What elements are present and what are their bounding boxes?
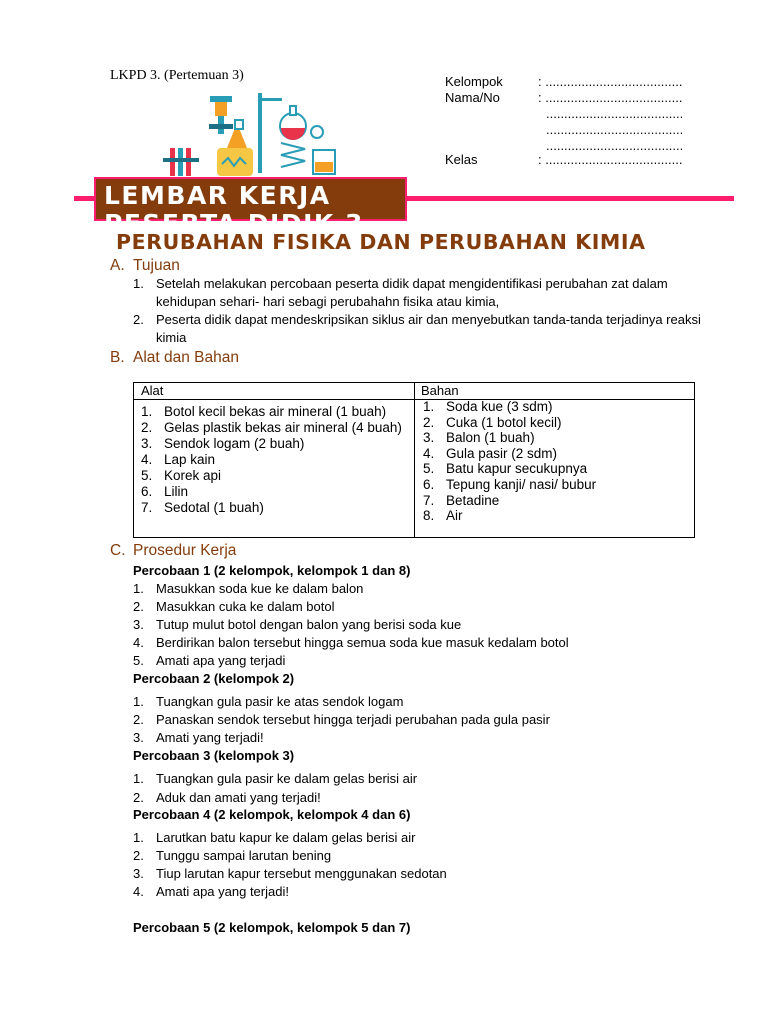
table-header-alat: Alat <box>141 383 164 398</box>
kelompok-field: : ...................................... <box>538 74 683 89</box>
nama-field-cont-3: ...................................... <box>546 138 684 153</box>
nama-field-cont-1: ...................................... <box>546 106 684 121</box>
percobaan-3-title: Percobaan 3 (kelompok 3) <box>133 748 295 763</box>
section-b-title: Alat dan Bahan <box>133 349 240 366</box>
kelas-label: Kelas <box>445 152 478 167</box>
nama-field: : ...................................... <box>538 90 683 105</box>
table-header-bahan: Bahan <box>421 383 459 398</box>
section-c-letter: C. <box>110 542 126 559</box>
section-a-letter: A. <box>110 257 125 274</box>
percobaan-2-title: Percobaan 2 (kelompok 2) <box>133 671 295 686</box>
page-title: PERUBAHAN FISIKA DAN PERUBAHAN KIMIA <box>116 230 646 254</box>
table-column-divider <box>414 383 415 537</box>
section-b-letter: B. <box>110 349 125 366</box>
chemistry-lab-equipment-illustration <box>155 88 345 178</box>
percobaan-4-title: Percobaan 4 (2 kelompok, kelompok 4 dan 6) <box>133 807 411 822</box>
alat-bahan-table: Alat Bahan 1. Botol kecil bekas air mineral (1 buah) 2. Gelas plastik bekas air mineral (4 buah) 3. Sendok logam (2 buah) 4. Lap kain 5. Korek api 6. Lilin 7. Sedotal (1 buah) 1. Soda kue (3 sdm) 2. Cuka (1 botol kecil) 3. Balon (1 buah) 4. Gula pasir (2 sdm) 5. Batu kapur secukupnya 6. Tepung kanji/ nasi/ bubur 7. Betadine 8. Air <box>133 382 695 538</box>
percobaan-5-title: Percobaan 5 (2 kelompok, kelompok 5 dan 7) <box>133 920 411 935</box>
banner-title-line1: LEMBAR KERJA <box>104 181 331 210</box>
title-banner <box>94 177 407 238</box>
nama-label: Nama/No <box>445 90 500 105</box>
section-c-title: Prosedur Kerja <box>133 542 237 559</box>
kelas-field: : ...................................... <box>538 152 683 167</box>
section-a-title: Tujuan <box>133 257 180 274</box>
lkpd-label: LKPD 3. (Pertemuan 3) <box>110 68 244 83</box>
percobaan-1-title: Percobaan 1 (2 kelompok, kelompok 1 dan 8) <box>133 563 411 578</box>
banner-title-line2: PESERTA DIDIK 3 <box>104 209 364 238</box>
nama-field-cont-2: ...................................... <box>546 122 684 137</box>
kelompok-label: Kelompok <box>445 74 503 89</box>
